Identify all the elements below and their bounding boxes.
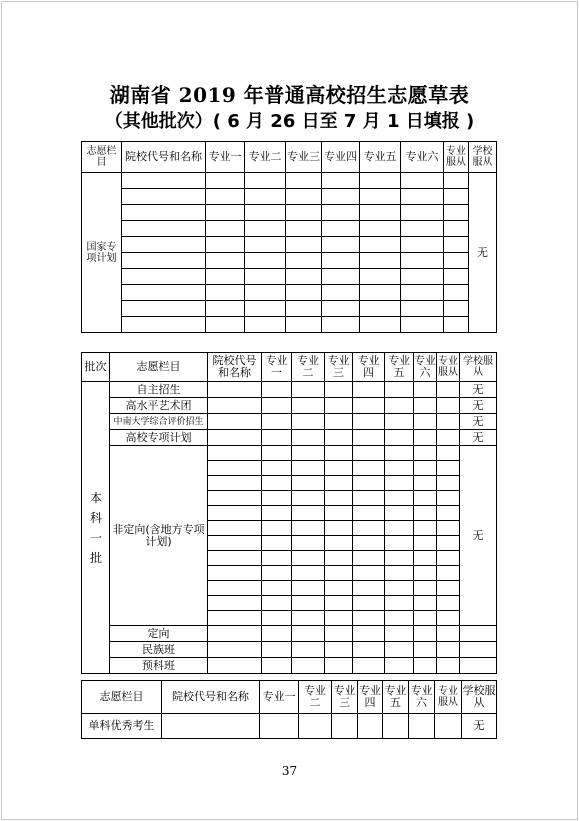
entry-cell[interactable]: [444, 221, 469, 237]
entry-cell[interactable]: [292, 446, 325, 461]
entry-cell[interactable]: [292, 551, 325, 566]
header-column: 专业二: [245, 142, 286, 173]
entry-cell[interactable]: [299, 714, 332, 739]
entry-cell[interactable]: [437, 476, 460, 491]
entry-cell[interactable]: [414, 382, 437, 398]
entry-cell[interactable]: [206, 173, 245, 189]
entry-cell[interactable]: [262, 506, 292, 521]
entry-cell[interactable]: [322, 205, 360, 221]
school-obey-cell: 无: [460, 398, 497, 414]
header-column: 专业三: [332, 681, 358, 714]
national-special-plan-table: [81, 141, 497, 333]
entry-cell[interactable]: [245, 237, 286, 253]
entry-cell[interactable]: [262, 626, 292, 642]
entry-cell[interactable]: [208, 596, 262, 611]
entry-cell[interactable]: [360, 317, 401, 333]
entry-cell[interactable]: [360, 269, 401, 285]
entry-cell[interactable]: [122, 301, 206, 317]
header-column: 专业五: [385, 353, 414, 382]
entry-cell[interactable]: [292, 626, 325, 642]
entry-cell[interactable]: [325, 642, 353, 658]
entry-cell[interactable]: [401, 253, 444, 269]
entry-cell[interactable]: [292, 461, 325, 476]
entry-cell[interactable]: [414, 491, 437, 506]
entry-cell[interactable]: [325, 382, 353, 398]
entry-cell[interactable]: [208, 476, 262, 491]
entry-cell[interactable]: [245, 221, 286, 237]
entry-cell[interactable]: [206, 285, 245, 301]
entry-cell[interactable]: [353, 566, 385, 581]
entry-cell[interactable]: [292, 491, 325, 506]
entry-cell[interactable]: [245, 301, 286, 317]
entry-cell[interactable]: [286, 301, 322, 317]
entry-cell[interactable]: [437, 551, 460, 566]
entry-cell[interactable]: [325, 611, 353, 626]
entry-cell[interactable]: [208, 414, 262, 430]
entry-cell[interactable]: [262, 596, 292, 611]
school-obey-cell: 无: [462, 714, 497, 739]
row-label: 高水平艺术团: [110, 398, 208, 414]
entry-cell[interactable]: [437, 506, 460, 521]
entry-cell[interactable]: [360, 285, 401, 301]
entry-cell[interactable]: [353, 398, 385, 414]
entry-cell[interactable]: [292, 521, 325, 536]
header-column: 院校代号和名称: [162, 681, 260, 714]
entry-cell[interactable]: [414, 626, 437, 642]
entry-cell[interactable]: [245, 173, 286, 189]
header-column: 志愿栏目: [82, 142, 122, 173]
entry-cell[interactable]: [208, 506, 262, 521]
entry-cell[interactable]: [437, 626, 460, 642]
entry-cell[interactable]: [444, 237, 469, 253]
entry-cell[interactable]: [353, 382, 385, 398]
entry-cell[interactable]: [292, 414, 325, 430]
header-column: 学校服从: [469, 142, 497, 173]
entry-cell[interactable]: [360, 205, 401, 221]
entry-cell[interactable]: [435, 714, 462, 739]
entry-cell[interactable]: [262, 382, 292, 398]
entry-cell[interactable]: [322, 301, 360, 317]
entry-cell[interactable]: [322, 237, 360, 253]
entry-cell[interactable]: [353, 596, 385, 611]
header-column: 志愿栏目: [82, 681, 162, 714]
entry-cell[interactable]: [122, 173, 206, 189]
entry-cell[interactable]: [414, 536, 437, 551]
entry-cell[interactable]: [206, 317, 245, 333]
entry-cell[interactable]: [208, 398, 262, 414]
entry-cell[interactable]: [322, 173, 360, 189]
entry-cell[interactable]: [325, 551, 353, 566]
row-label: 高校专项计划: [110, 430, 208, 446]
entry-cell[interactable]: [437, 581, 460, 596]
entry-cell[interactable]: [385, 642, 414, 658]
entry-cell[interactable]: [292, 506, 325, 521]
entry-cell[interactable]: [208, 382, 262, 398]
entry-cell[interactable]: [292, 658, 325, 674]
entry-cell[interactable]: [414, 596, 437, 611]
row-label: 非定向(含地方专项计划): [110, 446, 208, 626]
entry-cell[interactable]: [385, 506, 414, 521]
entry-cell[interactable]: [353, 430, 385, 446]
entry-cell[interactable]: [385, 581, 414, 596]
entry-cell[interactable]: [325, 430, 353, 446]
entry-cell[interactable]: [360, 237, 401, 253]
entry-cell[interactable]: [206, 301, 245, 317]
entry-cell[interactable]: [360, 221, 401, 237]
entry-cell[interactable]: [122, 253, 206, 269]
entry-cell[interactable]: [385, 658, 414, 674]
entry-cell[interactable]: [325, 626, 353, 642]
entry-cell[interactable]: [245, 269, 286, 285]
entry-cell[interactable]: [444, 205, 469, 221]
entry-cell[interactable]: [414, 476, 437, 491]
entry-cell[interactable]: [437, 430, 460, 446]
entry-cell[interactable]: [360, 253, 401, 269]
entry-cell[interactable]: [325, 581, 353, 596]
entry-cell[interactable]: [286, 221, 322, 237]
entry-cell[interactable]: [444, 269, 469, 285]
entry-cell[interactable]: [208, 521, 262, 536]
entry-cell[interactable]: [437, 398, 460, 414]
entry-cell[interactable]: [385, 476, 414, 491]
entry-cell[interactable]: [262, 430, 292, 446]
entry-cell[interactable]: [325, 476, 353, 491]
header-column: 专业服从: [435, 681, 462, 714]
entry-cell[interactable]: [385, 566, 414, 581]
school-obey-cell: 无: [460, 414, 497, 430]
header-column: 专业三: [286, 142, 322, 173]
header-column: 专业二: [299, 681, 332, 714]
header-column: 专业六: [409, 681, 435, 714]
header-column: 专业三: [325, 353, 353, 382]
entry-cell[interactable]: [437, 461, 460, 476]
entry-cell[interactable]: [437, 491, 460, 506]
entry-cell[interactable]: [122, 221, 206, 237]
entry-cell[interactable]: [292, 476, 325, 491]
entry-cell[interactable]: [322, 285, 360, 301]
entry-cell[interactable]: [260, 714, 299, 739]
entry-cell[interactable]: [325, 491, 353, 506]
entry-cell[interactable]: [262, 642, 292, 658]
row-label: 中南大学综合评价招生: [110, 414, 208, 430]
entry-cell[interactable]: [322, 317, 360, 333]
entry-cell[interactable]: [353, 414, 385, 430]
entry-cell[interactable]: [245, 285, 286, 301]
undergrad-first-batch-table: [81, 352, 497, 674]
single-subject-table: [81, 680, 497, 739]
entry-cell[interactable]: [437, 642, 460, 658]
entry-cell[interactable]: [353, 461, 385, 476]
entry-cell[interactable]: [437, 611, 460, 626]
entry-cell[interactable]: [325, 658, 353, 674]
entry-cell[interactable]: [385, 536, 414, 551]
header-column: 专业服从: [437, 353, 460, 382]
entry-cell[interactable]: [286, 253, 322, 269]
entry-cell[interactable]: [460, 658, 497, 674]
entry-cell[interactable]: [262, 491, 292, 506]
header-column: 专业服从: [444, 142, 469, 173]
entry-cell[interactable]: [122, 205, 206, 221]
entry-cell[interactable]: [262, 446, 292, 461]
entry-cell[interactable]: [401, 173, 444, 189]
entry-cell[interactable]: [401, 285, 444, 301]
entry-cell[interactable]: [401, 205, 444, 221]
entry-cell[interactable]: [286, 205, 322, 221]
entry-cell[interactable]: [208, 446, 262, 461]
header-column: 专业一: [260, 681, 299, 714]
entry-cell[interactable]: [292, 382, 325, 398]
header-column: 院校代号和名称: [122, 142, 206, 173]
entry-cell[interactable]: [385, 596, 414, 611]
entry-cell[interactable]: [206, 237, 245, 253]
entry-cell[interactable]: [401, 237, 444, 253]
entry-cell[interactable]: [385, 461, 414, 476]
entry-cell[interactable]: [292, 596, 325, 611]
entry-cell[interactable]: [206, 205, 245, 221]
entry-cell[interactable]: [292, 566, 325, 581]
entry-cell[interactable]: [444, 317, 469, 333]
entry-cell[interactable]: [385, 491, 414, 506]
batch-cell: 本科一批: [82, 382, 110, 674]
entry-cell[interactable]: [385, 611, 414, 626]
entry-cell[interactable]: [414, 446, 437, 461]
entry-cell[interactable]: [286, 269, 322, 285]
row-label: 单科优秀考生: [82, 714, 162, 739]
entry-cell[interactable]: [262, 611, 292, 626]
entry-cell[interactable]: [206, 221, 245, 237]
page-title: 湖南省 2019 年普通高校招生志愿草表: [109, 83, 470, 107]
entry-cell[interactable]: [122, 317, 206, 333]
entry-cell[interactable]: [385, 414, 414, 430]
entry-cell[interactable]: [262, 536, 292, 551]
entry-cell[interactable]: [208, 491, 262, 506]
entry-cell[interactable]: [353, 551, 385, 566]
entry-cell[interactable]: [414, 414, 437, 430]
entry-cell[interactable]: [414, 658, 437, 674]
entry-cell[interactable]: [353, 536, 385, 551]
entry-cell[interactable]: [437, 521, 460, 536]
category-cell: 国家专项计划: [82, 173, 122, 333]
entry-cell[interactable]: [353, 476, 385, 491]
entry-cell[interactable]: [360, 173, 401, 189]
school-obey-cell: 无: [460, 430, 497, 446]
entry-cell[interactable]: [208, 430, 262, 446]
entry-cell[interactable]: [122, 189, 206, 205]
entry-cell[interactable]: [401, 317, 444, 333]
entry-cell[interactable]: [444, 189, 469, 205]
entry-cell[interactable]: [208, 536, 262, 551]
entry-cell[interactable]: [414, 521, 437, 536]
entry-cell[interactable]: [208, 658, 262, 674]
entry-cell[interactable]: [385, 551, 414, 566]
school-obey-cell: 无: [460, 446, 497, 626]
entry-cell[interactable]: [414, 642, 437, 658]
header-column: 专业五: [383, 681, 409, 714]
entry-cell[interactable]: [325, 566, 353, 581]
entry-cell[interactable]: [262, 551, 292, 566]
header-column: 志愿栏目: [110, 353, 208, 382]
page-number: 37: [281, 764, 298, 778]
entry-cell[interactable]: [325, 521, 353, 536]
entry-cell[interactable]: [437, 382, 460, 398]
entry-cell[interactable]: [360, 301, 401, 317]
entry-cell[interactable]: [325, 446, 353, 461]
entry-cell[interactable]: [286, 285, 322, 301]
entry-cell[interactable]: [385, 521, 414, 536]
entry-cell[interactable]: [208, 566, 262, 581]
entry-cell[interactable]: [383, 714, 409, 739]
entry-cell[interactable]: [292, 430, 325, 446]
entry-cell[interactable]: [460, 642, 497, 658]
entry-cell[interactable]: [262, 398, 292, 414]
entry-cell[interactable]: [353, 611, 385, 626]
row-label: 定向: [110, 626, 208, 642]
entry-cell[interactable]: [262, 566, 292, 581]
entry-cell[interactable]: [286, 317, 322, 333]
entry-cell[interactable]: [286, 237, 322, 253]
header-column: 专业四: [353, 353, 385, 382]
entry-cell[interactable]: [292, 611, 325, 626]
entry-cell[interactable]: [325, 461, 353, 476]
header-column: 专业六: [401, 142, 444, 173]
entry-cell[interactable]: [122, 237, 206, 253]
entry-cell[interactable]: [353, 658, 385, 674]
entry-cell[interactable]: [208, 611, 262, 626]
header-column: 批次: [82, 353, 110, 382]
entry-cell[interactable]: [437, 566, 460, 581]
header-column: 专业五: [360, 142, 401, 173]
entry-cell[interactable]: [353, 491, 385, 506]
header-column: 院校代号和名称: [208, 353, 262, 382]
entry-cell[interactable]: [122, 269, 206, 285]
entry-cell[interactable]: [385, 430, 414, 446]
entry-cell[interactable]: [414, 398, 437, 414]
entry-cell[interactable]: [262, 581, 292, 596]
entry-cell[interactable]: [286, 189, 322, 205]
header-column: 专业四: [322, 142, 360, 173]
entry-cell[interactable]: [206, 269, 245, 285]
entry-cell[interactable]: [437, 446, 460, 461]
entry-cell[interactable]: [353, 626, 385, 642]
entry-cell[interactable]: [122, 285, 206, 301]
entry-cell[interactable]: [208, 626, 262, 642]
entry-cell[interactable]: [401, 189, 444, 205]
entry-cell[interactable]: [262, 521, 292, 536]
entry-cell[interactable]: [437, 536, 460, 551]
entry-cell[interactable]: [208, 581, 262, 596]
entry-cell[interactable]: [444, 253, 469, 269]
entry-cell[interactable]: [353, 521, 385, 536]
entry-cell[interactable]: [208, 642, 262, 658]
entry-cell[interactable]: [414, 551, 437, 566]
entry-cell[interactable]: [414, 581, 437, 596]
entry-cell[interactable]: [262, 658, 292, 674]
entry-cell[interactable]: [401, 301, 444, 317]
entry-cell[interactable]: [245, 253, 286, 269]
entry-cell[interactable]: [325, 536, 353, 551]
entry-cell[interactable]: [286, 173, 322, 189]
entry-cell[interactable]: [437, 658, 460, 674]
entry-cell[interactable]: [358, 714, 383, 739]
entry-cell[interactable]: [206, 189, 245, 205]
entry-cell[interactable]: [322, 253, 360, 269]
entry-cell[interactable]: [385, 626, 414, 642]
page-subtitle: （其他批次）( 6 月 26 日至 7 月 1 日填报 ): [104, 111, 475, 132]
header-column: 学校服从: [462, 681, 497, 714]
entry-cell[interactable]: [208, 461, 262, 476]
header-column: 专业一: [262, 353, 292, 382]
row-label: 自主招生: [110, 382, 208, 398]
entry-cell[interactable]: [245, 317, 286, 333]
entry-cell[interactable]: [385, 446, 414, 461]
entry-cell[interactable]: [437, 414, 460, 430]
entry-cell[interactable]: [322, 189, 360, 205]
school-obey-cell: 无: [460, 382, 497, 398]
header-column: 专业四: [358, 681, 383, 714]
entry-cell[interactable]: [360, 189, 401, 205]
entry-cell[interactable]: [414, 430, 437, 446]
entry-cell[interactable]: [292, 536, 325, 551]
entry-cell[interactable]: [292, 642, 325, 658]
entry-cell[interactable]: [322, 269, 360, 285]
entry-cell[interactable]: [444, 285, 469, 301]
entry-cell[interactable]: [385, 398, 414, 414]
entry-cell[interactable]: [414, 611, 437, 626]
entry-cell[interactable]: [322, 221, 360, 237]
entry-cell[interactable]: [245, 205, 286, 221]
entry-cell[interactable]: [262, 461, 292, 476]
header-column: 专业六: [414, 353, 437, 382]
row-label: 预科班: [110, 658, 208, 674]
entry-cell[interactable]: [262, 476, 292, 491]
entry-cell[interactable]: [385, 382, 414, 398]
entry-cell[interactable]: [401, 269, 444, 285]
row-label: 民族班: [110, 642, 208, 658]
entry-cell[interactable]: [292, 398, 325, 414]
entry-cell[interactable]: [245, 189, 286, 205]
entry-cell[interactable]: [353, 446, 385, 461]
header-column: 专业一: [206, 142, 245, 173]
entry-cell[interactable]: [444, 301, 469, 317]
entry-cell[interactable]: [353, 642, 385, 658]
entry-cell[interactable]: [332, 714, 358, 739]
entry-cell[interactable]: [437, 596, 460, 611]
entry-cell[interactable]: [325, 506, 353, 521]
header-column: 学校服从: [460, 353, 497, 382]
entry-cell[interactable]: [353, 506, 385, 521]
entry-cell[interactable]: [325, 414, 353, 430]
entry-cell[interactable]: [162, 714, 260, 739]
entry-cell[interactable]: [444, 173, 469, 189]
entry-cell[interactable]: [401, 221, 444, 237]
entry-cell[interactable]: [292, 581, 325, 596]
entry-cell[interactable]: [409, 714, 435, 739]
entry-cell[interactable]: [414, 566, 437, 581]
school-obey-cell: 无: [469, 173, 497, 333]
header-column: 专业二: [292, 353, 325, 382]
entry-cell[interactable]: [262, 414, 292, 430]
entry-cell[interactable]: [208, 551, 262, 566]
entry-cell[interactable]: [414, 506, 437, 521]
entry-cell[interactable]: [353, 581, 385, 596]
entry-cell[interactable]: [206, 253, 245, 269]
entry-cell[interactable]: [325, 596, 353, 611]
entry-cell[interactable]: [460, 626, 497, 642]
entry-cell[interactable]: [325, 398, 353, 414]
entry-cell[interactable]: [414, 461, 437, 476]
